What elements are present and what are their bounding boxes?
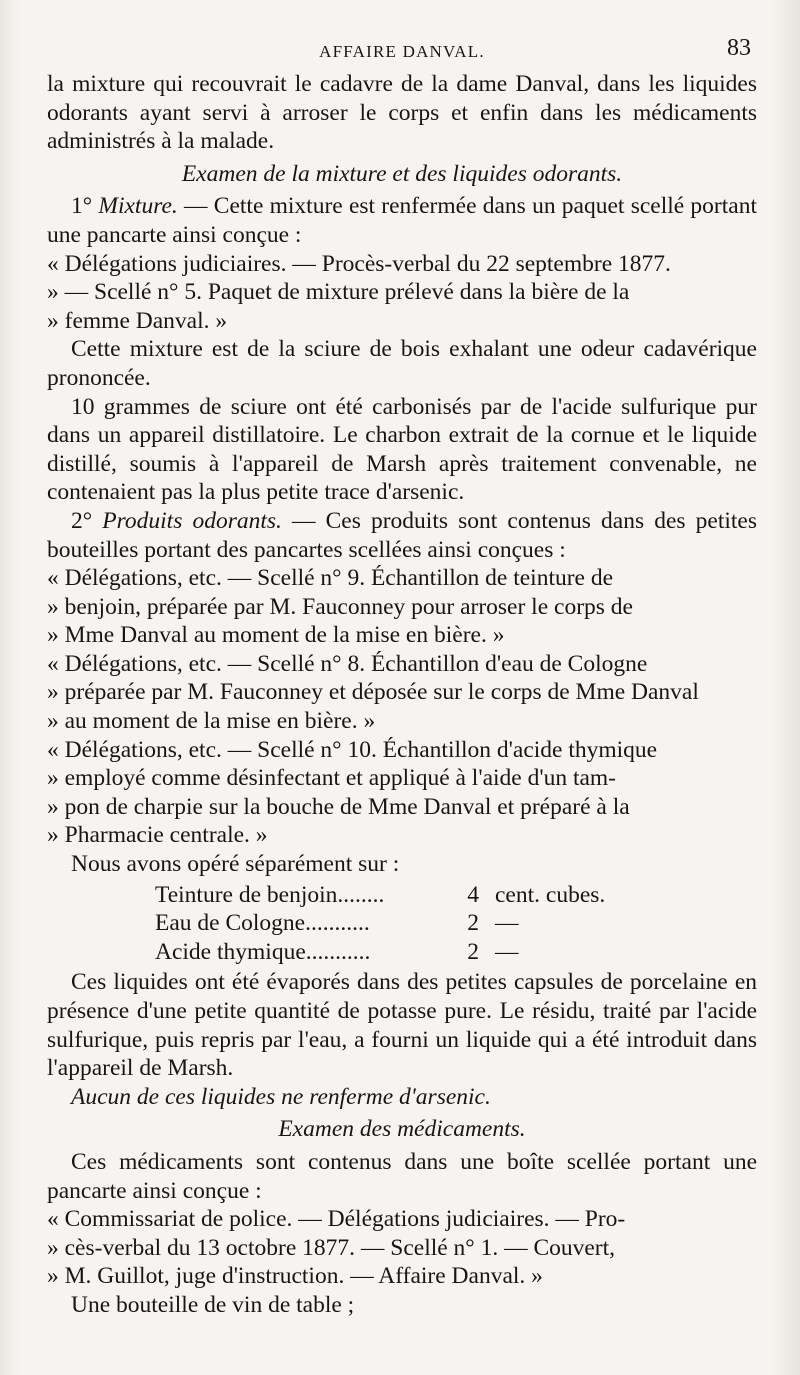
paragraph-text: — Ces produits sont contenus dans des petites bouteilles portant des pancartes scellées ainsi conçues : <box>47 507 758 563</box>
paragraph <box>47 507 757 564</box>
paragraph <box>47 70 757 156</box>
quantity-row <box>155 909 757 938</box>
paragraph-text: la mixture qui recouvrait le cadavre de la dame Danval, dans les liquides odorants ayant servi à arroser le corps et enfin dans les médicaments administrés à la malade. <box>47 71 757 155</box>
paragraph-text: « Délégations, etc. — Scellé n° 9. Échantillon de teinture de <box>47 565 614 592</box>
paragraph <box>47 393 757 507</box>
quantity-value: 4 <box>467 881 479 908</box>
quoted-label-line <box>47 678 757 707</box>
substance-name: Acide thymique........... <box>155 938 371 965</box>
paragraph-text: Examen des médicaments. <box>278 1116 526 1143</box>
quoted-label-line <box>47 307 757 336</box>
text-body <box>47 70 757 879</box>
quoted-label-line <box>47 278 757 307</box>
paragraph-text: » cès-verbal du 13 octobre 1877. — Scellé n° 1. — Couvert, <box>47 1234 616 1261</box>
quoted-label-line <box>47 593 757 622</box>
paragraph <box>47 1148 757 1205</box>
quantity-value: 2 <box>467 938 479 965</box>
paragraph-text: Nous avons opéré séparément sur : <box>71 851 400 878</box>
paragraph-text: » femme Danval. » <box>47 307 228 334</box>
paragraph-text: Une bouteille de vin de table ; <box>71 1291 355 1318</box>
quoted-label-line <box>47 621 757 650</box>
quoted-label-line <box>47 564 757 593</box>
paragraph-text: » pon de charpie sur la bouche de Mme Danval et préparé à la <box>47 793 630 820</box>
paragraph-text: » employé comme désinfectant et appliqué à l'aide d'un tam- <box>47 765 617 792</box>
page-content <box>47 34 757 1320</box>
item-heading: Produits odorants. <box>102 507 282 534</box>
paragraph-text: « Délégations judiciaires. — Procès-verbal du 22 septembre 1877. <box>47 250 671 277</box>
text-body-continued <box>47 968 757 1319</box>
section-title <box>47 1115 757 1144</box>
paragraph <box>47 192 757 249</box>
quantity-row <box>155 938 757 967</box>
quoted-label-line <box>47 1205 757 1234</box>
paragraph-text: » préparée par M. Fauconney et déposée sur le corps de Mme Danval <box>47 679 699 706</box>
item-number: 2° <box>71 507 103 534</box>
paragraph <box>47 335 757 392</box>
paragraph-text: « Délégations, etc. — Scellé n° 8. Échantillon d'eau de Cologne <box>47 650 648 677</box>
quantity-unit: cent. cubes. <box>495 881 606 908</box>
section-title <box>47 160 757 189</box>
page-header <box>47 34 757 70</box>
paragraph-text: Cette mixture est de la sciure de bois exhalant une odeur cadavérique prononcée. <box>47 336 757 391</box>
paragraph-text: » M. Guillot, juge d'instruction. — Affaire Danval. » <box>47 1263 543 1290</box>
item-number: 1° <box>71 193 99 220</box>
paragraph-text: Ces liquides ont été évaporés dans des petites capsules de porcelaine en présence d'une petite quantité de potasse pure. Le résidu, traité par l'acide sulfurique, puis repris par l'eau, a fourni un liquide qui a été introduit dans l'appareil de Marsh. <box>47 969 757 1082</box>
paragraph-text: « Commissariat de police. — Délégations judiciaires. — Pro- <box>47 1206 626 1233</box>
paragraph-text: » benjoin, préparée par M. Fauconney pour arroser le corps de <box>47 593 633 620</box>
paragraph-text: » — Scellé n° 5. Paquet de mixture prélevé dans la bière de la <box>47 279 630 306</box>
quantity-value: 2 <box>467 910 479 937</box>
page-number: 83 <box>727 35 751 61</box>
paragraph-text: Ces médicaments sont contenus dans une boîte scellée portant une pancarte ainsi conçue : <box>47 1148 757 1204</box>
substance-name: Teinture de benjoin........ <box>155 881 385 908</box>
paragraph <box>47 968 757 1082</box>
quoted-label-line <box>47 1262 757 1291</box>
paragraph-text: Examen de la mixture et des liquides odorants. <box>181 160 623 187</box>
paragraph-text: » Mme Danval au moment de la mise en bière. » <box>47 622 505 649</box>
item-heading: Mixture. <box>98 193 178 220</box>
paragraph-text: — Cette mixture est renfermée dans un paquet scellé portant une pancarte ainsi conçue : <box>47 193 757 248</box>
quoted-label-line <box>47 650 757 679</box>
quoted-label-line <box>47 821 757 850</box>
quoted-label-line <box>47 793 757 822</box>
quoted-label-line <box>47 1234 757 1263</box>
quantity-row <box>155 881 757 910</box>
quoted-label-line <box>47 707 757 736</box>
paragraph-text: « Délégations, etc. — Scellé n° 10. Échantillon d'acide thymique <box>47 736 658 763</box>
paragraph <box>47 850 757 879</box>
quantities-table <box>155 881 757 967</box>
quantity-unit: — <box>495 938 519 965</box>
quantity-unit: — <box>495 910 519 937</box>
quoted-label-line <box>47 250 757 279</box>
conclusion-paragraph <box>47 1083 757 1112</box>
running-head: AFFAIRE DANVAL. <box>319 42 485 61</box>
paragraph-text: » Pharmacie centrale. » <box>47 822 268 849</box>
quoted-label-line <box>47 764 757 793</box>
paragraph <box>47 1291 757 1320</box>
paragraph-text: Aucun de ces liquides ne renferme d'arsenic. <box>71 1083 491 1110</box>
paragraph-text: » au moment de la mise en bière. » <box>47 708 376 735</box>
paragraph-text: 10 grammes de sciure ont été carbonisés par de l'acide sulfurique pur dans un appareil distillatoire. Le charbon extrait de la cornue et le liquide distillé, soumis à l'appareil de Marsh après traitement convenable, ne contenaient pas la plus petite trace d'arsenic. <box>47 393 757 506</box>
quoted-label-line <box>47 736 757 765</box>
substance-name: Eau de Cologne........... <box>155 910 370 937</box>
